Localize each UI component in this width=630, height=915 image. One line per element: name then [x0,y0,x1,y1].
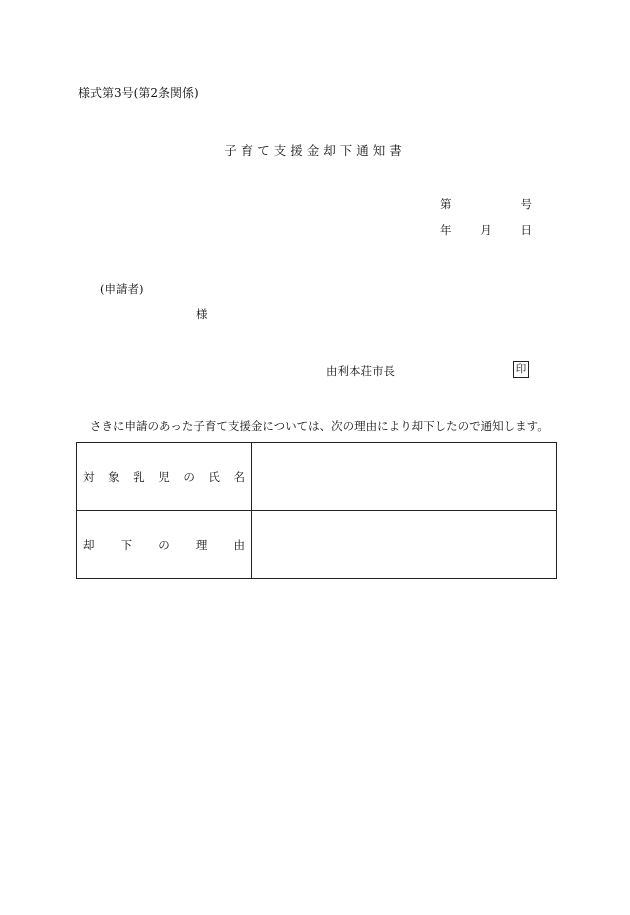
honorific: 様 [196,307,208,321]
label-char: 却 [83,537,95,552]
details-table [76,442,557,579]
rejection-reason-label [77,511,252,579]
label-char: 象 [108,469,120,484]
number-suffix: 号 [520,197,532,211]
year-label: 年 [440,223,452,237]
notice-text: さきに申請のあった子育て支援金については、次の理由により却下したので通知します。 [90,419,549,433]
date-line [440,223,532,249]
infant-name-label [77,443,252,511]
month-label: 月 [480,223,492,237]
label-char: 児 [158,469,170,484]
label-char: 乳 [133,469,145,484]
rejection-reason-field[interactable] [252,511,557,579]
document-number-line [440,197,532,223]
day-label: 日 [520,223,532,237]
issuer-name: 由利本荘市長 [326,364,395,378]
label-char: 名 [233,469,245,484]
label-char: 理 [195,537,208,552]
label-char: 対 [83,469,95,484]
label-char: の [183,469,195,484]
label-char: 下 [120,537,133,552]
form-number: 様式第3号(第2条関係) [78,86,199,100]
label-char: の [158,537,170,552]
reference-block [440,197,532,249]
document-title: 子育て支援金却下通知書 [224,143,406,158]
table-row [77,511,557,579]
applicant-label: (申請者) [100,282,144,296]
label-char: 由 [233,537,245,552]
label-char: 氏 [208,469,220,484]
number-prefix: 第 [440,197,452,211]
seal-mark: 印 [513,361,529,378]
table-row [77,443,557,511]
infant-name-field[interactable] [252,443,557,511]
